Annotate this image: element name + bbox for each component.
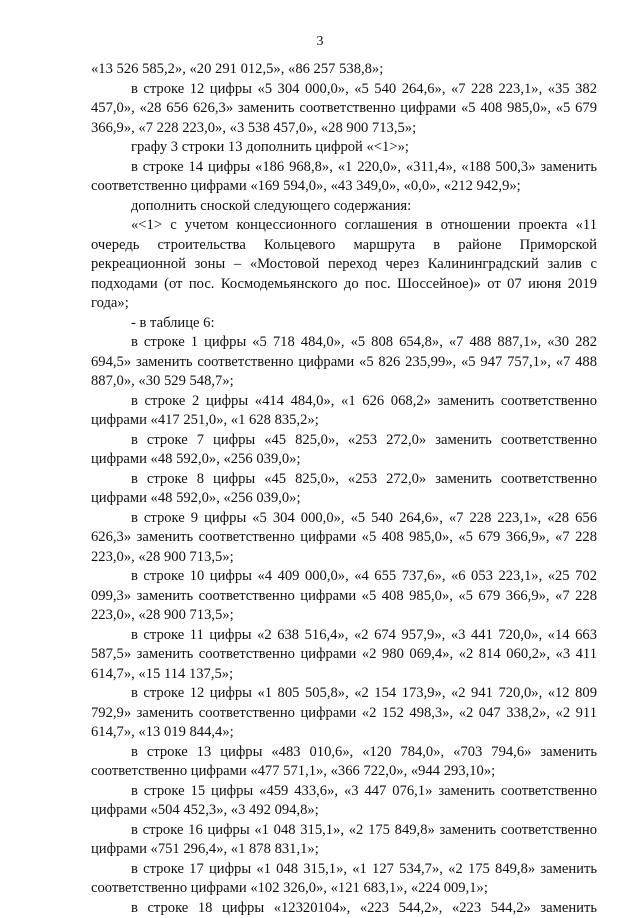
paragraph: - в таблице 6: <box>91 314 597 334</box>
paragraph: в строке 1 цифры «5 718 484,0», «5 808 654,8», «7 488 887,1», «30 282 694,5» заменить соответственно цифрами «5 826 235,99», «5 947 757,1», «7 488 887,0», «30 529 548,7»; <box>91 333 597 392</box>
paragraph: в строке 12 цифры «1 805 505,8», «2 154 173,9», «2 941 720,0», «12 809 792,9» заменить соответственно цифрами «2 152 498,3», «2 047 338,2», «2 911 614,7», «13 019 844,4»; <box>91 684 597 743</box>
paragraph: в строке 15 цифры «459 433,6», «3 447 076,1» заменить соответственно цифрами «504 452,3», «3 492 094,8»; <box>91 782 597 821</box>
paragraph: в строке 10 цифры «4 409 000,0», «4 655 737,6», «6 053 223,1», «25 702 099,3» заменить соответственно цифрами «5 408 985,0», «5 679 366,9», «7 228 223,0», «28 900 713,5»; <box>91 567 597 626</box>
paragraph: «13 526 585,2», «20 291 012,5», «86 257 538,8»; <box>91 60 597 80</box>
paragraph: дополнить сноской следующего содержания: <box>91 197 597 217</box>
paragraph: графу 3 строки 13 дополнить цифрой «<1>»; <box>91 138 597 158</box>
paragraph: в строке 2 цифры «414 484,0», «1 626 068,2» заменить соответственно цифрами «417 251,0», «1 628 835,2»; <box>91 392 597 431</box>
paragraph: в строке 18 цифры «12320104», «223 544,2», «223 544,2» заменить <box>91 899 597 918</box>
paragraph: в строке 16 цифры «1 048 315,1», «2 175 849,8» заменить соответственно цифрами «751 296,4», «1 878 831,1»; <box>91 821 597 860</box>
paragraph: «<1> с учетом концессионного соглашения в отношении проекта «11 очередь строительства Кольцевого маршрута в районе Приморской рекреационной зоны – «Мостовой переход через Калининградский залив с подходами (от пос. Космодемьянского до пос. Шоссейное)» от 07 июня 2019 года»; <box>91 216 597 314</box>
paragraph: в строке 9 цифры «5 304 000,0», «5 540 264,6», «7 228 223,1», «28 656 626,3» заменить соответственно цифрами «5 408 985,0», «5 679 366,9», «7 228 223,0», «28 900 713,5»; <box>91 509 597 568</box>
paragraph: в строке 11 цифры «2 638 516,4», «2 674 957,9», «3 441 720,0», «14 663 587,5» заменить соответственно цифрами «2 980 069,4», «2 814 060,2», «3 411 614,7», «15 114 137,5»; <box>91 626 597 685</box>
paragraph: в строке 8 цифры «45 825,0», «253 272,0» заменить соответственно цифрами «48 592,0», «256 039,0»; <box>91 470 597 509</box>
paragraph: в строке 12 цифры «5 304 000,0», «5 540 264,6», «7 228 223,1», «35 382 457,0», «28 656 626,3» заменить соответственно цифрами «5 408 985,0», «5 679 366,9», «7 228 223,0», «3 538 457,0», «28 900 713,5»; <box>91 80 597 139</box>
page-number: 3 <box>0 34 640 50</box>
document-body <box>91 60 597 918</box>
paragraph: в строке 13 цифры «483 010,6», «120 784,0», «703 794,6» заменить соответственно цифрами «477 571,1», «366 722,0», «944 293,10»; <box>91 743 597 782</box>
paragraph: в строке 17 цифры «1 048 315,1», «1 127 534,7», «2 175 849,8» заменить соответственно цифрами «102 326,0», «121 683,1», «224 009,1»; <box>91 860 597 899</box>
paragraph: в строке 7 цифры «45 825,0», «253 272,0» заменить соответственно цифрами «48 592,0», «256 039,0»; <box>91 431 597 470</box>
paragraph: в строке 14 цифры «186 968,8», «1 220,0», «311,4», «188 500,3» заменить соответственно цифрами «169 594,0», «43 349,0», «0,0», «212 942,9»; <box>91 158 597 197</box>
